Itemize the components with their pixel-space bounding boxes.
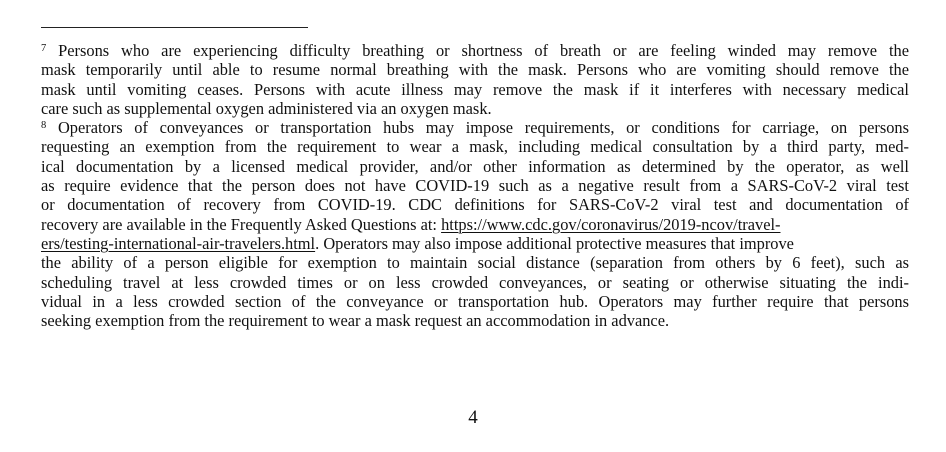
footnote-8-line-6	[41, 215, 909, 234]
footnote-8-line-10: vidual in a less crowded section of the conveyance or transportation hub. Operators may further require that persons	[41, 291, 909, 311]
footnote-8-text: Operators of conveyances or transportation hubs may impose requirements, or conditions for carriage, on persons	[57, 118, 909, 138]
footnote-8-marker: 8	[41, 120, 47, 132]
cdc-link-part-2[interactable]: ers/testing-international-air-travelers.html	[41, 233, 316, 253]
footnote-8-line-5: or documentation of recovery from COVID-19. CDC definitions for SARS-CoV-2 viral test and documentation of	[41, 195, 909, 215]
footnote-8-line-8: the ability of a person eligible for exemption to maintain social distance (separation from others by 6 feet), such as	[41, 253, 909, 273]
footnote-7-line-4: care such as supplemental oxygen administered via an oxygen mask.	[41, 98, 492, 118]
footnote-8-line-4: as require evidence that the person does not have COVID-19 such as a negative result from a SARS-CoV-2 viral test	[41, 176, 909, 196]
footnote-7-text: Persons who are experiencing difficulty breathing or shortness of breath or are feeling winded may remove the	[58, 41, 909, 60]
footnote-7-marker: 7	[41, 43, 47, 54]
line-after-link: . Operators may also impose additional protective measures that improve	[315, 233, 794, 253]
footnote-8-line-1	[41, 118, 909, 137]
footnote-separator-rule	[41, 27, 308, 28]
footnote-8-line-11: seeking exemption from the requirement to wear a mask request an accommodation in advance.	[41, 311, 670, 331]
footnote-8-line-2: requesting an exemption from the requirement to wear a mask, including medical consultation by a third party, med-	[41, 137, 909, 157]
line-before-link: recovery are available in the Frequently Asked Questions at:	[41, 214, 442, 234]
page-number: 4	[468, 407, 478, 428]
footnote-8-line-7	[41, 234, 909, 253]
footnote-8-line-3: ical documentation by a licensed medical provider, and/or other information as determined by the operator, as well	[41, 156, 909, 176]
cdc-link-part-1[interactable]: https://www.cdc.gov/coronavirus/2019-ncov/travel-	[441, 214, 781, 234]
footnotes-section	[41, 41, 909, 330]
footnote-7-line-2: mask temporarily until able to resume normal breathing with the mask. Persons who are vomiting should remove the	[41, 60, 909, 80]
footnote-7-line-1	[41, 41, 909, 60]
footnote-8-line-9: scheduling travel at less crowded times or on less crowded conveyances, or seating or otherwise situating the indi-	[41, 272, 909, 292]
footnote-7-line-3: mask until vomiting ceases. Persons with acute illness may remove the mask if it interferes with necessary medical	[41, 79, 909, 99]
